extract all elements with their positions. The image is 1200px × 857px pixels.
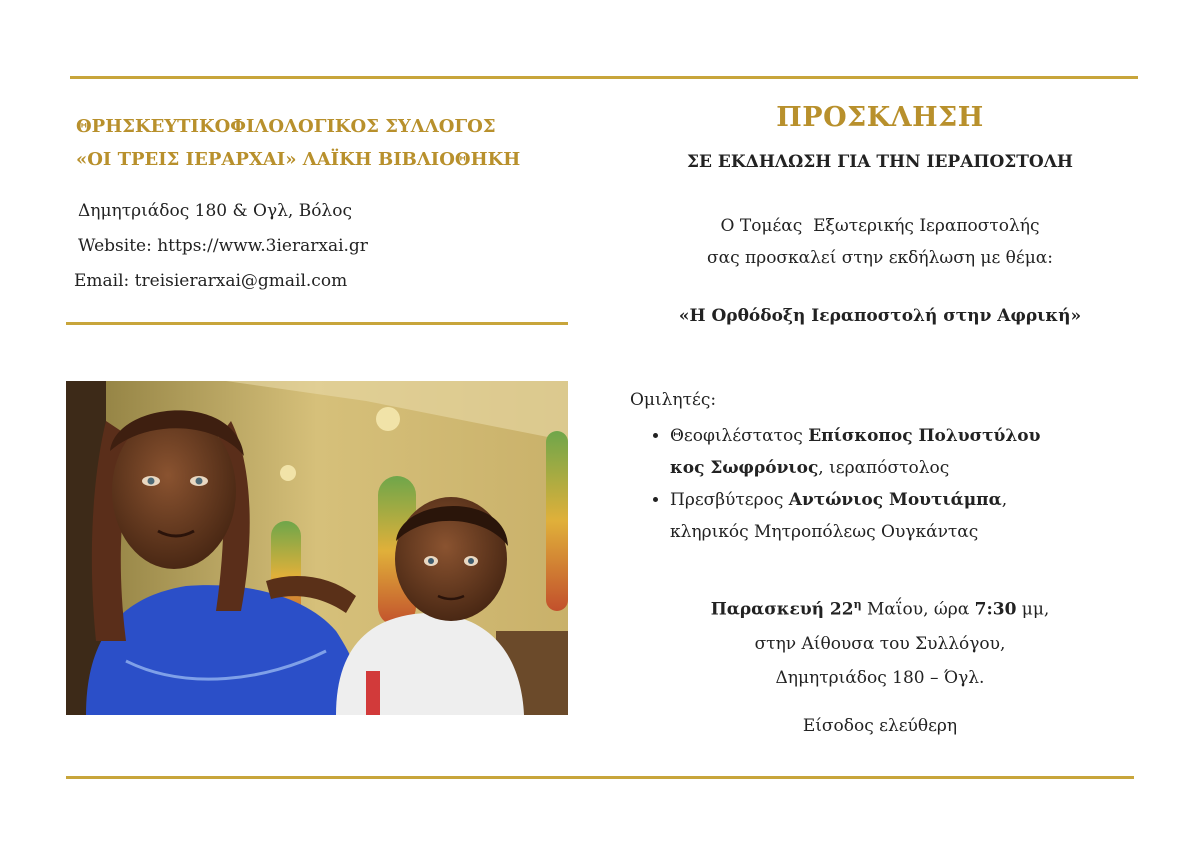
event-venue: στην Αίθουσα του Συλλόγου, — [754, 633, 1006, 654]
event-address: Δημητριάδος 180 – Όγλ. — [775, 667, 985, 688]
event-time-suffix: μμ, — [1016, 599, 1050, 620]
event-datetime — [610, 588, 1150, 627]
top-rule — [70, 76, 1138, 79]
organization-name-line1: ΘΡΗΣΚΕΥΤΙΚΟΦΙΛΟΛΟΓΙΚΟΣ ΣΥΛΛΟΓΟΣ — [76, 116, 496, 137]
invitation-subtitle: ΣΕ ΕΚΔΗΛΩΣΗ ΓΙΑ ΤΗΝ ΙΕΡΑΠΟΣΤΟΛΗ — [687, 152, 1073, 172]
event-details — [610, 588, 1150, 695]
invitation-intro — [610, 210, 1150, 274]
speaker-role: κληρικός Μητροπόλεως Ουγκάντας — [670, 522, 979, 542]
left-column-rule — [66, 322, 568, 325]
speaker-comma: , — [1001, 490, 1008, 510]
speaker-item — [670, 420, 1150, 484]
speaker-role: , ιεραπόστολος — [818, 458, 950, 478]
organization-name-line2: «ΟΙ ΤΡΕΙΣ ΙΕΡΑΡΧΑΙ» ΛΑΪΚΗ ΒΙΒΛΙΟΘΗΚΗ — [76, 149, 521, 170]
organization-website: Website: https://www.3ierarxai.gr — [78, 236, 368, 256]
speaker-name-part1: Επίσκοπος Πολυστύλου — [808, 426, 1041, 446]
event-time: 7:30 — [974, 599, 1017, 620]
event-topic: «Η Ορθόδοξη Ιεραποστολή στην Αφρική» — [678, 306, 1082, 326]
speaker-title: Θεοφιλέστατος — [670, 426, 809, 446]
speakers-block — [630, 384, 1150, 548]
organization-email: Email: treisierarxai@gmail.com — [74, 271, 348, 291]
organization-address: Δημητριάδος 180 & Ογλ, Βόλος — [78, 201, 352, 221]
entry-note: Είσοδος ελεύθερη — [802, 716, 958, 736]
intro-line-1: Ο Τομέας Εξωτερικής Ιεραποστολής — [720, 216, 1040, 236]
intro-line-2: σας προσκαλεί στην εκδήλωση με θέμα: — [707, 248, 1053, 268]
bottom-rule — [66, 776, 1134, 779]
speaker-item — [670, 484, 1150, 548]
organization-block — [68, 110, 573, 299]
organization-contact — [68, 194, 573, 299]
event-month: Μαΐου, ώρα — [861, 599, 975, 620]
photo-illustration — [66, 381, 568, 715]
invitation-title: ΠΡΟΣΚΛΗΣΗ — [776, 102, 984, 133]
event-day: Παρασκευή 22 — [710, 599, 854, 620]
speaker-name-part2: κος Σωφρόνιος — [670, 458, 819, 478]
speaker-title: Πρεσβύτερος — [670, 490, 789, 510]
speaker-name: Αντώνιος Μουτιάμπα — [788, 490, 1002, 510]
event-day-suffix: η — [853, 598, 862, 611]
invitation-block — [610, 98, 1150, 326]
speakers-label: Ομιλητές: — [630, 390, 717, 410]
speakers-list — [630, 420, 1150, 548]
photo-mother-and-child — [66, 381, 568, 715]
